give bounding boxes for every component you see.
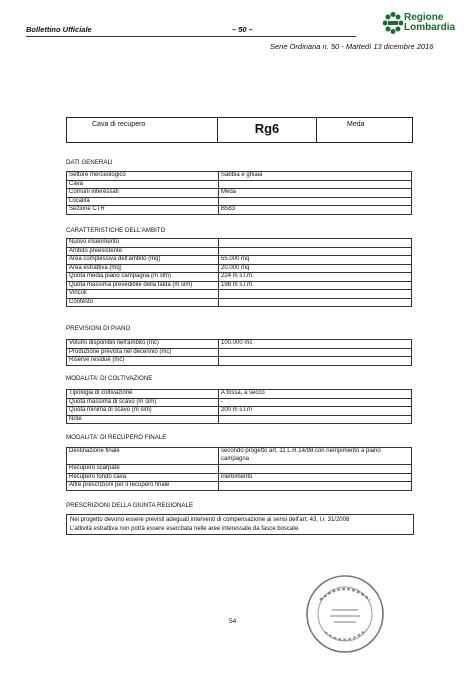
serie-subtitle: Serie Ordinaria n. 50 - Martedì 13 dicembre 2016 — [270, 42, 434, 51]
prescrizioni-line-2: L'attività estrattiva non potrà essere esercitata nelle aree interessate da fasce boscate. — [70, 526, 300, 532]
cava-code: Rg6 — [254, 121, 280, 136]
row-label: Nuovo inserimento — [67, 239, 219, 248]
row-label: Quota media piano campagna (m slm) — [67, 273, 219, 282]
row-value: 20.000 mq — [219, 264, 412, 273]
row-label: Contesto — [67, 298, 219, 307]
official-stamp-icon — [300, 570, 390, 658]
row-label: Riserve residue (mc) — [67, 357, 219, 366]
row-value — [219, 247, 412, 256]
table-row — [67, 290, 412, 299]
row-value — [219, 482, 412, 491]
table-row — [67, 239, 412, 248]
row-value — [219, 290, 412, 299]
row-label: Area complessiva dell'ambito (mq) — [67, 256, 219, 265]
regione-lombardia-logo — [381, 10, 461, 38]
row-value — [219, 197, 412, 206]
header-divider — [26, 36, 356, 37]
table-row — [67, 197, 412, 206]
row-value — [219, 298, 412, 307]
row-value: A fossa, a secco — [219, 390, 412, 399]
bollettino-title: Bollettino Ufficiale — [26, 25, 92, 34]
row-value — [219, 348, 412, 357]
row-value: 55.000 mq — [219, 256, 412, 265]
row-label: Cava — [67, 180, 219, 189]
table-row — [67, 247, 412, 256]
table-row — [67, 348, 412, 357]
cava-label: Cava di recupero — [92, 121, 146, 128]
table-row — [67, 407, 412, 416]
row-value: 198 m s.l.m. — [219, 281, 412, 290]
row-label: Ambito preesistente — [67, 247, 219, 256]
row-value: secondo progetto art. 11 L.R.14/98 con riempimento a piano campagna — [219, 448, 412, 465]
section-heading-coltivazione: MODALITA' DI COLTIVAZIONE — [66, 375, 153, 382]
row-label: Area estrattiva (mq) — [67, 264, 219, 273]
table-dati-generali — [66, 171, 412, 215]
row-label: Recupero fondo cava — [67, 473, 219, 482]
row-value: - — [219, 398, 412, 407]
logo-text-lombardia: Lombardia — [404, 22, 456, 33]
table-row — [67, 180, 412, 189]
row-value — [219, 180, 412, 189]
section-heading-caratteristiche: CARATTERISTICHE DELL'AMBITO — [66, 227, 166, 234]
row-label: Sezione CTR — [67, 206, 219, 215]
table-row — [67, 482, 412, 491]
prescrizioni-box — [66, 514, 414, 535]
row-value: B583 — [219, 206, 412, 215]
row-label: Quota massima prevedibile della falda (m slm) — [67, 281, 219, 290]
row-value — [219, 357, 412, 366]
table-row — [67, 357, 412, 366]
prescrizioni-line-1: Nel progetto devono essere previsti adeguati interventi di compensazione ai sensi dell'art. 43, l.r. 31/2008 — [70, 517, 350, 523]
row-value: 200 m s.l.m — [219, 407, 412, 416]
table-row — [67, 264, 412, 273]
row-label: Tipologia di coltivazione — [67, 390, 219, 399]
table-row — [67, 465, 412, 474]
row-label: Note — [67, 415, 219, 424]
section-heading-previsioni: PREVISIONI DI PIANO — [66, 325, 131, 332]
table-row — [67, 298, 412, 307]
row-label: Quota massima di scavo (m slm) — [67, 398, 219, 407]
row-label: Settore merceologico — [67, 172, 219, 181]
row-value — [219, 239, 412, 248]
row-label: Recupero scarpate — [67, 465, 219, 474]
cava-comune: Meda — [347, 121, 365, 128]
table-row — [67, 390, 412, 399]
section-heading-recupero: MODALITA' DI RECUPERO FINALE — [66, 434, 167, 441]
row-label: Località — [67, 197, 219, 206]
page-number-header: – 50 – — [232, 25, 253, 34]
row-value — [219, 415, 412, 424]
table-previsioni — [66, 339, 412, 366]
table-row — [67, 448, 412, 465]
table-row — [67, 189, 412, 198]
logo-text-regione: Regione — [404, 12, 444, 23]
table-row — [67, 172, 412, 181]
section-heading-dati: DATI GENERALI — [66, 159, 113, 166]
table-coltivazione — [66, 389, 412, 424]
table-recupero — [66, 447, 412, 491]
row-label: Destinazione finale — [67, 448, 219, 465]
row-label: Comuni interessati — [67, 189, 219, 198]
table-row — [67, 415, 412, 424]
table-caratteristiche — [66, 238, 412, 307]
row-label: Produzione prevista nel decennio (mc) — [67, 348, 219, 357]
rosa-camuna-icon — [383, 12, 403, 34]
title-box — [66, 117, 413, 143]
table-row — [67, 281, 412, 290]
row-label: Quota minima di scavo (m slm) — [67, 407, 219, 416]
row-value: 100.000 mc — [219, 340, 412, 349]
table-row — [67, 206, 412, 215]
row-label: Altre prescrizioni per il recupero finale — [67, 482, 219, 491]
row-value: inerbimento — [219, 473, 412, 482]
page-number-footer: 54 — [229, 618, 237, 625]
row-label: Vincoli — [67, 290, 219, 299]
row-value: Sabbia e ghiaia — [219, 172, 412, 181]
row-label: Volumi disponibili nell'ambito (mc) — [67, 340, 219, 349]
table-row — [67, 398, 412, 407]
table-row — [67, 473, 412, 482]
table-row — [67, 340, 412, 349]
section-heading-prescrizioni: PRESCRIZIONI DELLA GIUNTA REGIONALE — [66, 502, 194, 509]
row-value: Meda — [219, 189, 412, 198]
table-row — [67, 273, 412, 282]
table-row — [67, 256, 412, 265]
row-value — [219, 465, 412, 474]
row-value: 224 m s.l.m. — [219, 273, 412, 282]
